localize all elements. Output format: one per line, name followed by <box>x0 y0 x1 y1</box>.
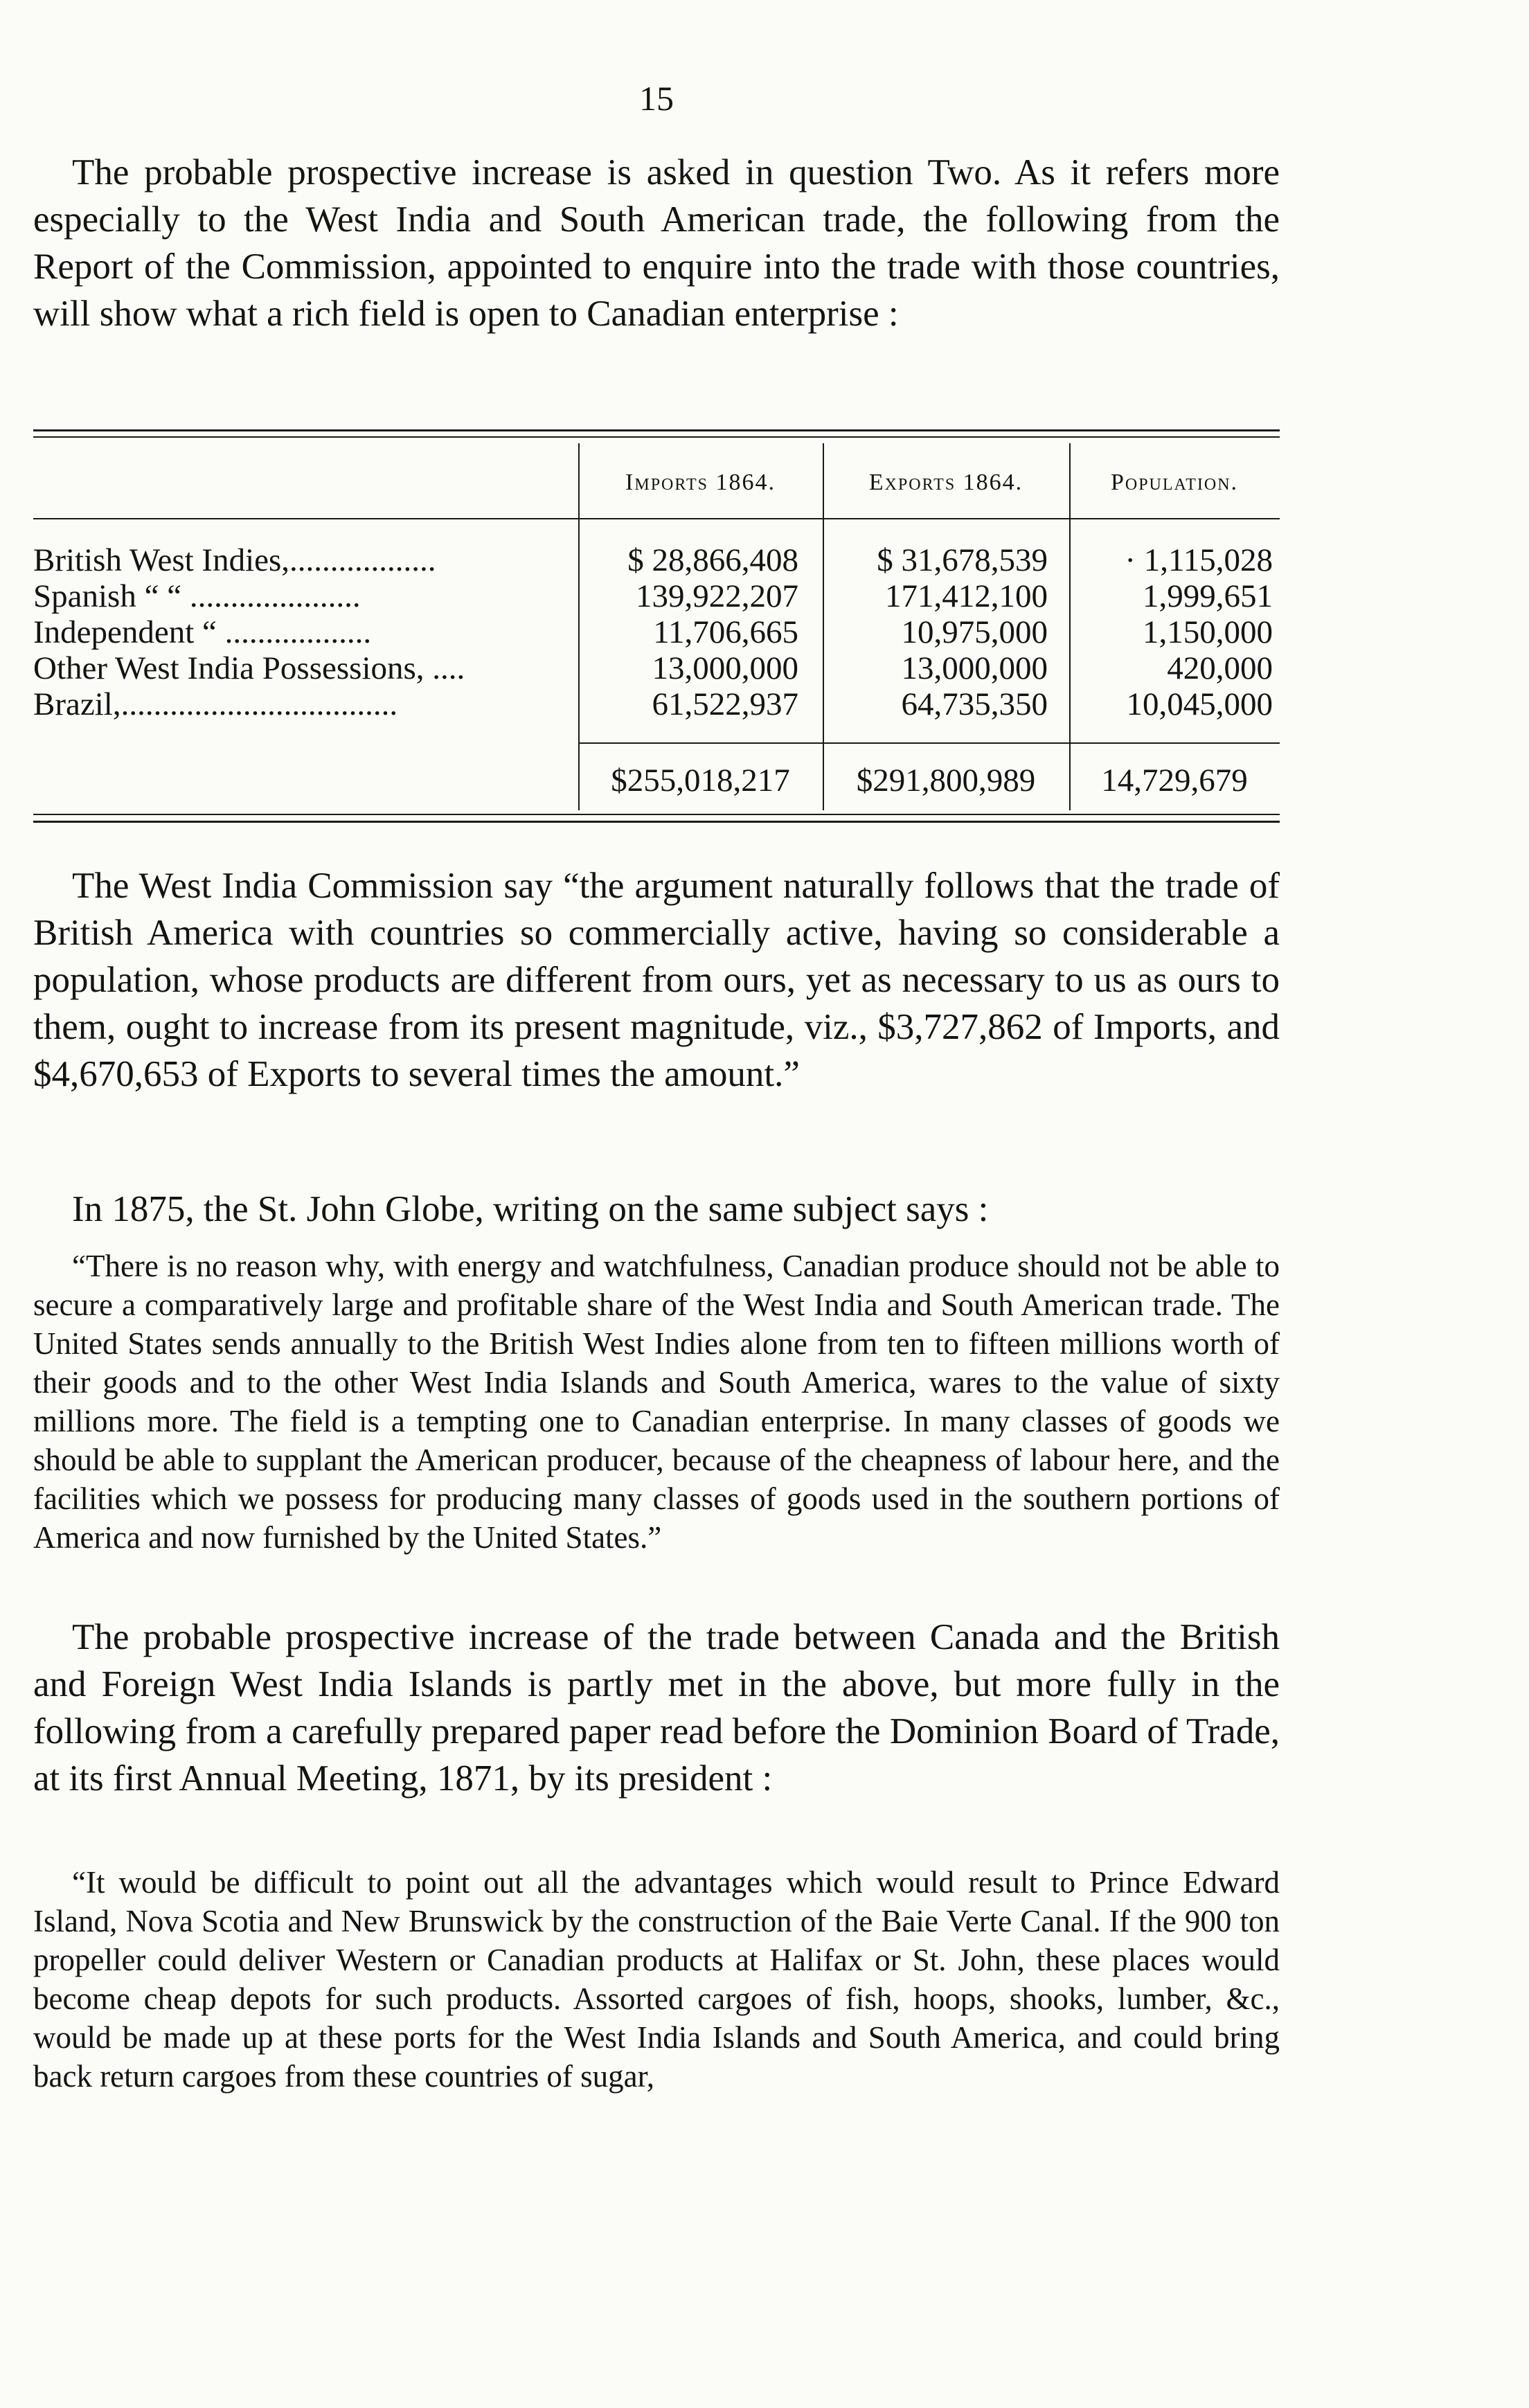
row-label: British West Indies,.................. <box>33 542 436 578</box>
intro-paragraph <box>33 149 1280 337</box>
table-top-rule-2 <box>33 436 1280 438</box>
header-imports: Imports 1864. <box>625 470 776 495</box>
table-bottom-rule-2 <box>33 821 1280 823</box>
total-imports: $255,018,217 <box>611 762 790 799</box>
intro-text: The probable prospective increase is asked in question Two. As it refers more especially to the West India and South American trade, the following from the Report of the Commission, appointed to enquire into the trade with those countries, will show what a rich field is open to Canadian enterprise : <box>33 152 1280 334</box>
row-population: 1,150,000 <box>1143 614 1273 650</box>
row-label: Other West India Possessions, .... <box>33 650 465 686</box>
row-exports: 10,975,000 <box>901 614 1048 650</box>
page-number: 15 <box>639 79 674 118</box>
table-divider-2 <box>823 443 824 810</box>
globe-quote <box>33 1247 1280 1557</box>
president-text: The probable prospective increase of the trade between Canada and the British and Foreign West India Islands is partly met in the above, but more fully in the following from a carefully prepared paper read before the Dominion Board of Trade, at its first Annual Meeting, 1871, by its president : <box>33 1617 1280 1799</box>
row-imports: $ 28,866,408 <box>627 542 798 578</box>
trade-table <box>33 416 1280 831</box>
row-exports: 13,000,000 <box>901 650 1048 686</box>
row-label: Independent “ .................. <box>33 614 372 650</box>
globe-intro: In 1875, the St. John Globe, writing on the same subject says : <box>72 1189 989 1229</box>
row-population: 1,999,651 <box>1143 578 1273 614</box>
header-exports: Exports 1864. <box>868 470 1023 495</box>
row-label: Brazil,.................................. <box>33 686 398 722</box>
header-population: Population. <box>1110 470 1239 495</box>
row-population: 10,045,000 <box>1126 686 1273 722</box>
row-population: 420,000 <box>1167 650 1273 686</box>
row-exports: 64,735,350 <box>901 686 1048 722</box>
board-quote <box>33 1863 1280 2096</box>
commission-text: The West India Commission say “the argument naturally follows that the trade of British America with countries so commercially active, having so considerable a population, whose products are different from ours, yet as necessary to us as ours to them, ought to increase from its present magnitude, viz., $3,727,862 of Imports, and $4,670,653 of Exports to several times the amount.” <box>33 866 1280 1094</box>
board-quote-text: “It would be difficult to point out all the advantages which would result to Prince Edward Island, Nova Scotia and New Brunswick by the construction of the Baie Verte Canal. If the 900 ton propeller could deliver Western or Canadian products at Halifax or St. John, these places would become cheap depots for such products. Assorted cargoes of fish, hoops, shooks, lumber, &c., would be made up at these ports for the West India Islands and South America, and could bring back return cargoes from these countries of sugar, <box>33 1865 1280 2094</box>
total-population: 14,729,679 <box>1101 762 1248 799</box>
row-exports: $ 31,678,539 <box>877 542 1048 578</box>
row-imports: 61,522,937 <box>652 686 798 722</box>
president-paragraph <box>33 1614 1280 1802</box>
row-exports: 171,412,100 <box>885 578 1048 614</box>
header-rule <box>33 518 1280 519</box>
row-imports: 11,706,665 <box>653 614 798 650</box>
table-top-rule <box>33 429 1280 431</box>
table-divider-1 <box>578 443 580 810</box>
table-divider-3 <box>1069 443 1071 810</box>
row-label: Spanish “ “ ..................... <box>33 578 361 614</box>
row-imports: 139,922,207 <box>636 578 798 614</box>
totals-rule <box>578 742 1280 744</box>
globe-quote-text: “There is no reason why, with energy and watchfulness, Canadian produce should not be able to secure a comparatively large and profitable share of the West India and South American trade. The United States sends annually to the British West Indies alone from ten to fifteen millions worth of their goods and to the other West India Islands and South America, wares to the value of sixty millions more. The field is a tempting one to Canadian enterprise. In many classes of goods we should be able to supplant the American producer, because of the cheapness of labour here, and the facilities which we possess for producing many classes of goods used in the southern portions of America and now furnished by the United States.” <box>33 1249 1280 1555</box>
total-exports: $291,800,989 <box>856 762 1036 799</box>
commission-paragraph <box>33 862 1280 1098</box>
row-population: · 1,115,028 <box>1125 542 1273 578</box>
table-bottom-rule <box>33 814 1280 815</box>
row-imports: 13,000,000 <box>652 650 798 686</box>
